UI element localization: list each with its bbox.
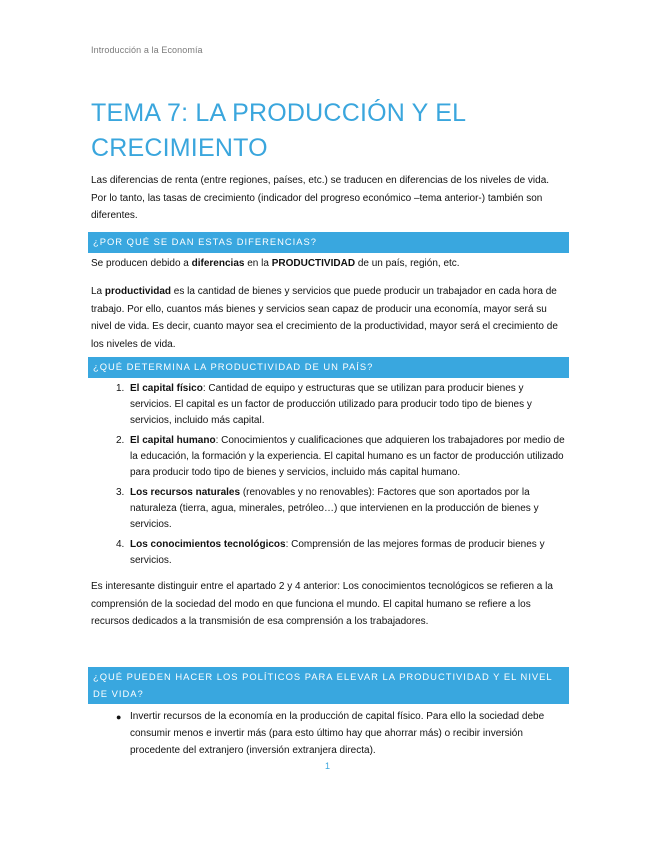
section-heading-policies: ¿QUÉ PUEDEN HACER LOS POLÍTICOS PARA ELEVAR LA PRODUCTIVIDAD Y EL NIVEL DE VIDA? <box>88 667 569 704</box>
running-header: Introducción a la Economía <box>91 45 203 55</box>
page-number: 1 <box>324 761 330 771</box>
list-number: 3. <box>116 487 125 498</box>
list-number: 1. <box>116 383 125 394</box>
text-run: Se producen debido a <box>91 258 192 269</box>
differences-paragraph <box>91 255 567 273</box>
section-heading-determinants: ¿QUÉ DETERMINA LA PRODUCTIVIDAD DE UN PAÍS? <box>88 357 569 378</box>
list-text: : Cantidad de equipo y estructuras que se utilizan para producir bienes y servicios. El capital es un factor de producción utilizado para producir todo tipo de bienes y servicios, incluido más capital. <box>130 383 532 426</box>
text-run: de un país, región, etc. <box>355 258 460 269</box>
page-title: TEMA 7: LA PRODUCCIÓN Y EL CRECIMIENTO <box>91 99 466 162</box>
text-run: en la <box>244 258 272 269</box>
list-number: 2. <box>116 435 125 446</box>
note-paragraph: Es interesante distinguir entre el apartado 2 y 4 anterior: Los conocimientos tecnológicos se refieren a la comprensión de la sociedad del modo en que funciona el mundo. El capital humano se refiere a los recursos dedicados a la transmisión de esa comprensión a los trabajadores. <box>91 581 553 627</box>
bold-term: diferencias <box>191 258 245 269</box>
intro-paragraph: Las diferencias de renta (entre regiones, países, etc.) se traducen en diferencias de los niveles de vida. Por lo tanto, las tasas de crecimiento (indicador del progreso económico –tema anterior-) también son diferentes. <box>91 175 550 221</box>
list-term: Los conocimientos tecnológicos <box>130 539 286 550</box>
list-item <box>91 537 567 569</box>
determinants-list <box>91 381 567 573</box>
list-item <box>91 433 567 481</box>
list-text: : Conocimientos y cualificaciones que adquieren los trabajadores por medio de la educación, la formación y la experiencia. El capital humano es un factor de producción utilizado para producir todo tipo de bienes y servicios, incluido más capital humano. <box>130 435 565 478</box>
list-text: (renovables y no renovables): Factores que son aportados por la naturaleza (tierra, agua, minerales, petróleo…) que intervienen en la producción de bienes y servicios. <box>130 487 539 530</box>
section-heading-differences: ¿POR QUÉ SE DAN ESTAS DIFERENCIAS? <box>88 232 569 253</box>
bold-term: productividad <box>104 286 172 297</box>
list-text: : Comprensión de las mejores formas de producir bienes y servicios. <box>130 539 545 566</box>
list-item <box>91 381 567 429</box>
list-number: 4. <box>116 539 125 550</box>
bullet-icon: ● <box>116 712 122 722</box>
policies-list <box>91 708 567 759</box>
list-term: El capital físico <box>130 383 203 394</box>
list-text: Invertir recursos de la economía en la producción de capital físico. Para ello la sociedad debe consumir menos e invertir más (para esto último hay que ahorrar más) o recibir inversión procedente del extranjero (inversión extranjera directa). <box>130 711 545 756</box>
list-term: Los recursos naturales <box>130 487 241 498</box>
productivity-paragraph <box>91 283 567 353</box>
bold-term: PRODUCTIVIDAD <box>271 258 356 269</box>
list-item <box>91 708 567 759</box>
text-run: La <box>91 286 105 297</box>
list-item <box>91 485 567 533</box>
text-run: es la cantidad de bienes y servicios que puede producir un trabajador en cada hora de trabajo. Por ello, cuantos más bienes y servicios sean capaz de producir una economía, mayor será su nivel de vida. Es decir, cuanto mayor sea el crecimiento de la productividad, mayor será el crecimiento de los niveles de vida. <box>91 286 558 350</box>
list-term: El capital humano <box>130 435 216 446</box>
